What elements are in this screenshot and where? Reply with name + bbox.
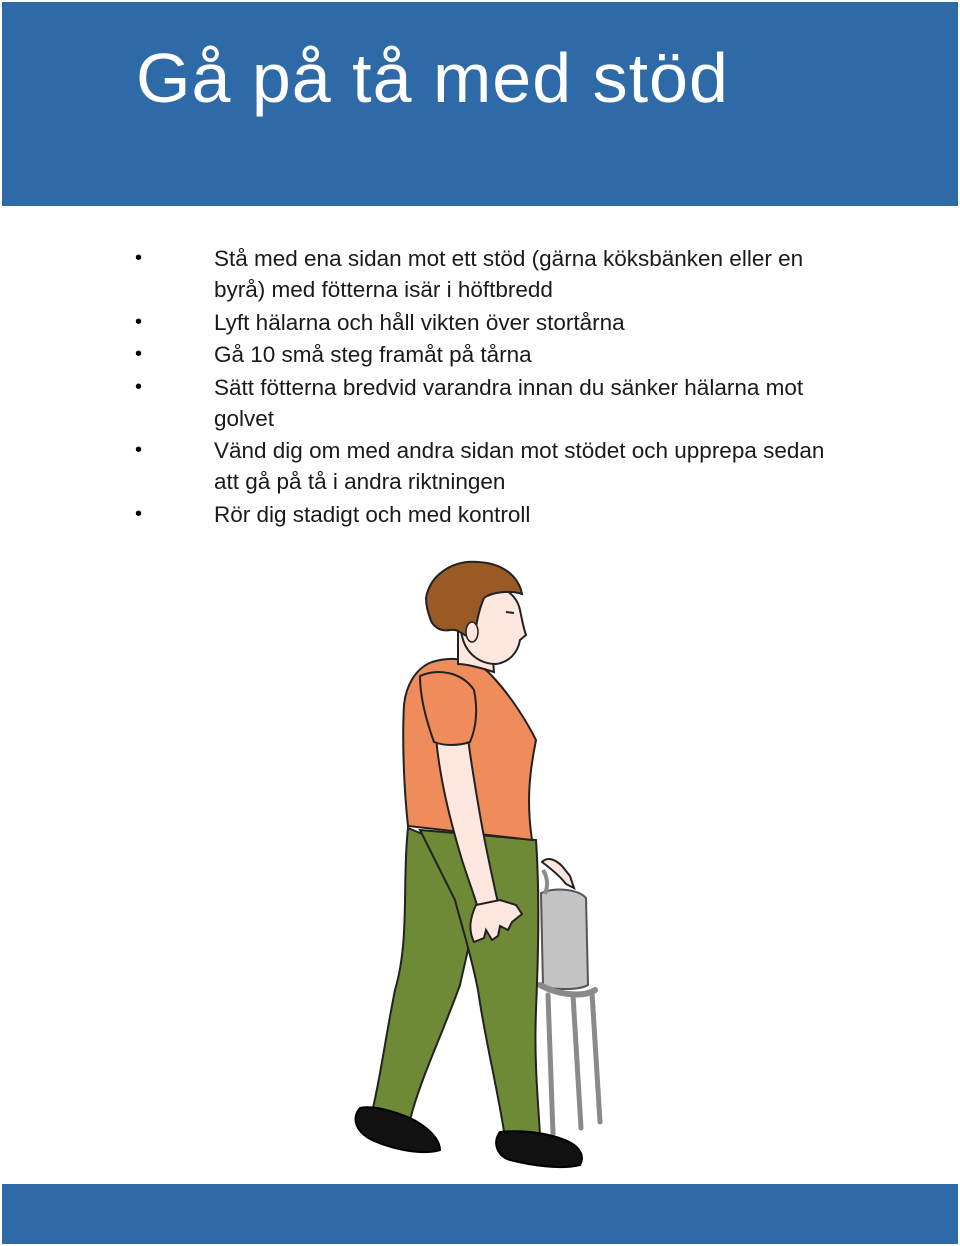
bullet-icon: •: [135, 343, 143, 365]
instruction-text: Stå med ena sidan mot ett stöd (gärna köksbänken eller en byrå) med fötterna isär i höftbredd: [214, 246, 804, 302]
instruction-text: Sätt fötterna bredvid varandra innan du sänker hälarna mot golvet: [214, 374, 804, 431]
list-item: [134, 339, 874, 370]
list-item: [134, 372, 874, 434]
list-item: [134, 243, 874, 305]
bullet-icon: •: [135, 439, 143, 461]
instruction-text: Vänd dig om med andra sidan mot stödet och upprepa sedan att gå på tå i andra riktningen: [214, 438, 825, 494]
bullet-icon: •: [135, 375, 143, 398]
bullet-icon: •: [135, 502, 143, 525]
bullet-icon: •: [135, 310, 143, 333]
instruction-text: Lyft hälarna och håll vikten över stortårna: [214, 309, 625, 335]
shoe-icon: [496, 1131, 582, 1167]
woman-walking-on-toes-icon: [330, 550, 630, 1170]
list-item: [134, 307, 874, 338]
header-band: [2, 2, 958, 206]
chair-icon: [540, 870, 600, 1134]
instruction-list: [134, 243, 874, 531]
bullet-icon: •: [135, 247, 143, 269]
list-item: [134, 499, 874, 530]
instruction-text: Gå 10 små steg framåt på tårna: [214, 342, 532, 367]
list-item: [134, 435, 874, 497]
shoe-icon: [356, 1107, 440, 1152]
footer-band: [2, 1184, 958, 1244]
instruction-text: Rör dig stadigt och med kontroll: [214, 501, 531, 527]
page-title: Gå på tå med stöd: [136, 39, 729, 117]
